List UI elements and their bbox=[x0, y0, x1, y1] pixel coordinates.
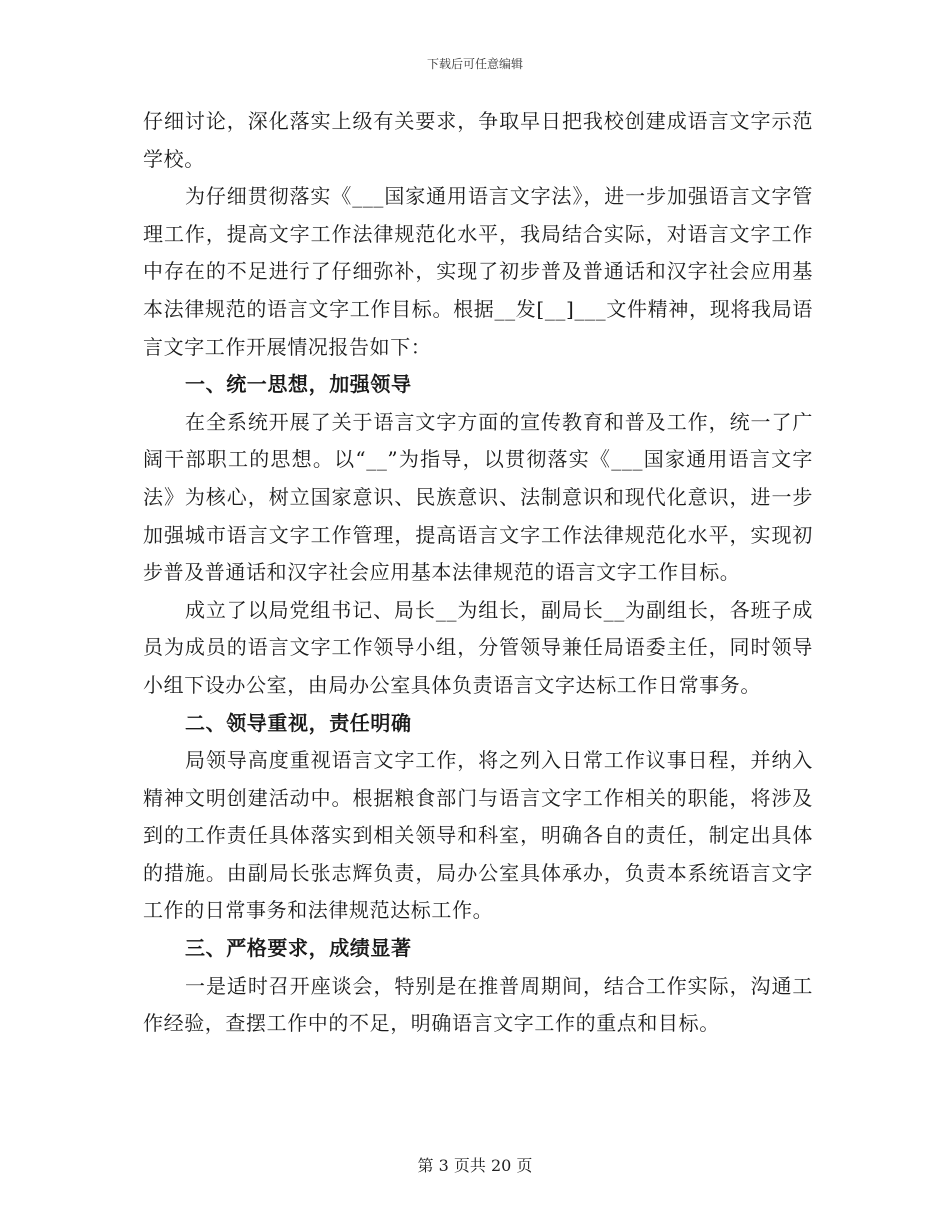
paragraph-section-1a: 在全系统开展了关于语言文字方面的宣传教育和普及工作，统一了广阔干部职工的思想。以“__”为指导，以贯彻落实《___国家通用语言文字法》为核心，树立国家意识、民族意识、法制意识和现代化意识，进一步加强城市语言文字工作管理，提高语言文字工作法律规范化水平，实现初步普及普通话和汉字社会应用基本法律规范的语言文字工作目标。 bbox=[143, 409, 813, 585]
paragraph-intro: 为仔细贯彻落实《___国家通用语言文字法》，进一步加强语言文字管理工作，提高文字工作法律规范化水平，我局结合实际，对语言文字工作中存在的不足进行了仔细弥补，实现了初步普及普通话和汉字社会应用基本法律规范的语言文字工作目标。根据__发[__]___文件精神，现将我局语言文字工作开展情况报告如下： bbox=[143, 184, 813, 359]
paragraph-continuation: 仔细讨论，深化落实上级有关要求，争取早日把我校创建成语言文字示范学校。 bbox=[143, 109, 813, 171]
section-heading-3: 三、严格要求，成绩显著 bbox=[185, 936, 412, 961]
paragraph-section-2: 局领导高度重视语言文字工作，将之列入日常工作议事日程，并纳入精神文明创建活动中。根据粮食部门与语言文字工作相关的职能，将涉及到的工作责任具体落实到相关领导和科室，明确各自的责任，制定出具体的措施。由副局长张志辉负责，局办公室具体承办，负责本系统语言文字工作的日常事务和法律规范达标工作。 bbox=[143, 748, 813, 923]
section-heading-1: 一、统一思想，加强领导 bbox=[185, 372, 412, 397]
document-body bbox=[143, 103, 813, 1043]
paragraph-section-3: 一是适时召开座谈会，特别是在推普周期间，结合工作实际，沟通工作经验，查摆工作中的不足，明确语言文字工作的重点和目标。 bbox=[143, 973, 813, 1036]
page-header: 下载后可任意编辑 bbox=[426, 57, 523, 71]
paragraph-section-1b: 成立了以局党组书记、局长__为组长，副局长__为副组长，各班子成员为成员的语言文字工作领导小组，分管领导兼任局语委主任，同时领导小组下设办公室，由局办公室具体负责语言文字达标工作日常事务。 bbox=[143, 597, 813, 697]
page-footer: 第 3 页共 20 页 bbox=[417, 1156, 533, 1175]
section-heading-2: 二、领导重视，责任明确 bbox=[185, 710, 412, 735]
